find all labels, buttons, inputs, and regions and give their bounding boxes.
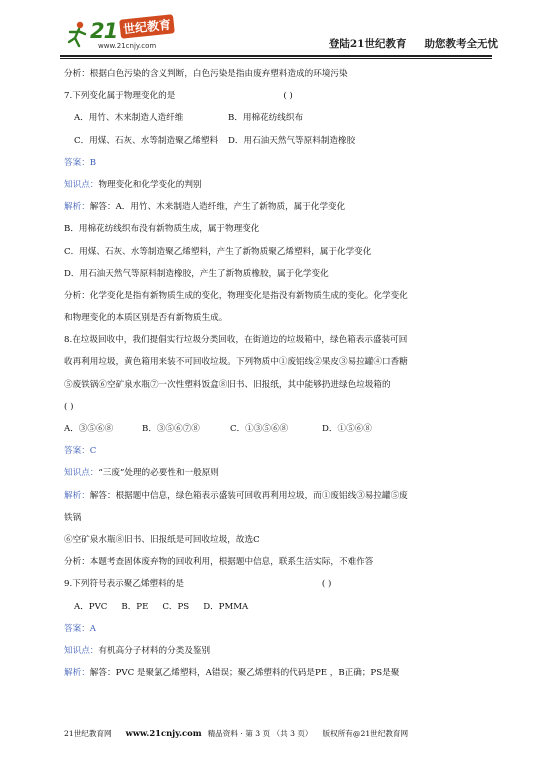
knowledge-label: 知识点： [64, 468, 99, 479]
explanation-line [64, 485, 494, 507]
answer-line: 答案：A [64, 623, 96, 634]
analysis-line: 分析：本题考查固体废弃物的回收利用，根据题中信息，联系生活实际，不难作答 [64, 557, 374, 568]
page-footer [64, 728, 494, 739]
knowledge-point [64, 174, 494, 196]
footer-page-info: 精品资料 · 第 3 页 （共 3 页） [207, 729, 313, 738]
footer-copyright: 版权所有@21世纪教育网 [322, 729, 409, 738]
explanation-line: B．用棉花纺线织布没有新物质生成，属于物理变化 [64, 224, 260, 235]
site-logo[interactable] [62, 14, 192, 54]
question-7 [64, 85, 494, 107]
question-8-line: 收再利用垃圾，黄色箱用来装不可回收垃圾。下列物质中①废铝线②果皮③易拉罐④口香糖 [64, 357, 408, 368]
option-c: C．①③⑤⑥⑧ [230, 424, 289, 434]
option-a: A．③⑤⑥⑧ [64, 424, 114, 434]
running-figure-icon [64, 20, 92, 50]
question-text: 9.下列符号表示聚乙烯塑料的是 [64, 579, 184, 590]
explanation-line: ⑥空矿泉水瓶⑧旧书、旧报纸是可回收垃圾，故选C [64, 534, 260, 545]
knowledge-point [64, 462, 494, 484]
logo-title: 世纪教育 [119, 14, 175, 39]
page-content [64, 63, 494, 684]
logo-url: www.21cnjy.com [98, 42, 157, 50]
options-row [64, 107, 494, 129]
knowledge-text: “三废”处理的必要性和一般原则 [98, 468, 219, 479]
explanation-line: 铁锅 [64, 512, 82, 523]
answer-bracket: ( ) [321, 579, 332, 590]
question-9 [64, 573, 494, 595]
explanation-line: D．用石油天然气等原料制造橡胶，产生了新物质橡胶，属于化学变化 [64, 268, 329, 279]
explanation-line [64, 196, 494, 218]
option-b: B．用棉花纺线织布 [228, 113, 304, 124]
option-a: A．PVC [74, 601, 108, 612]
knowledge-label: 知识点： [64, 179, 99, 190]
answer-bracket: ( ) [64, 401, 74, 412]
explanation-text: 解答：PVC 是聚氯乙烯塑料，A错误；聚乙烯塑料的代码是PE ，B正确；PS是聚 [89, 668, 400, 679]
knowledge-label: 知识点： [64, 645, 99, 656]
explanation-text: 解答：A．用竹、木来制造人造纤维，产生了新物质，属于化学变化 [89, 202, 346, 213]
knowledge-point [64, 640, 494, 662]
logo-number: 21 [90, 19, 118, 43]
header-slogan [329, 36, 498, 51]
option-c: C．PS [162, 601, 190, 612]
knowledge-text: 物理变化和化学变化的判别 [98, 179, 202, 190]
answer-line: 答案：B [64, 157, 97, 168]
options-row [64, 130, 494, 152]
question-8: 8.在垃圾回收中，我们提倡实行垃圾分类回收，在街道边的垃圾箱中，绿色箱表示盛装可回 [64, 335, 408, 346]
header-rule-thin [60, 58, 492, 59]
answer-bracket: ( ) [283, 91, 293, 102]
options-row [64, 596, 494, 618]
slogan-part-1: 登陆21世纪教育 [328, 38, 407, 50]
explanation-text: 解答：根据题中信息，绿色箱表示盛装可回收再利用垃圾，而①废铝线③易拉罐⑤废 [89, 490, 408, 501]
option-a: A．用竹、木来制造人造纤维 [74, 113, 184, 124]
explanation-label: 解析： [64, 668, 90, 679]
option-b: B．③⑤⑥⑦⑧ [142, 424, 200, 434]
slogan-part-2: 助您教考全无忧 [424, 38, 498, 50]
explanation-label: 解析： [64, 490, 90, 501]
options-row [64, 418, 494, 440]
option-d: D．①⑤⑥⑧ [322, 424, 372, 434]
option-b: B．PE [121, 601, 149, 612]
analysis-line: 和物理变化的本质区别是否有新物质生成。 [64, 313, 228, 324]
question-text: 7.下列变化属于物理变化的是 [64, 91, 176, 102]
explanation-line [64, 662, 494, 684]
analysis-line: 分析：根据白色污染的含义判断，白色污染是指由废弃塑料造成的环境污染 [64, 69, 348, 79]
footer-site: 21世纪教育网 [64, 729, 112, 738]
option-d: D．PMMA [203, 601, 249, 612]
option-c: C．用煤、石灰、水等制造聚乙烯塑料 [74, 135, 219, 146]
explanation-label: 解析： [64, 202, 90, 213]
answer-line: 答案：C [64, 446, 97, 457]
question-8-line: ⑤废铁锅⑥空矿泉水瓶⑦一次性塑料饭盒⑧旧书、旧报纸，其中能够扔进绿色垃圾箱的 [64, 379, 391, 390]
knowledge-text: 有机高分子材料的分类及鉴别 [98, 645, 211, 656]
explanation-line: C．用煤、石灰、水等制造聚乙烯塑料，产生了新物质聚乙烯塑料，属于化学变化 [64, 246, 372, 257]
footer-url[interactable]: www.21cnjy.com [125, 728, 202, 738]
analysis-line: 分析：化学变化是指有新物质生成的变化，物理变化是指没有新物质生成的变化。化学变化 [64, 290, 408, 301]
page-header [62, 14, 498, 54]
header-rule [60, 55, 492, 57]
option-d: D．用石油天然气等原料制造橡胶 [228, 135, 356, 146]
